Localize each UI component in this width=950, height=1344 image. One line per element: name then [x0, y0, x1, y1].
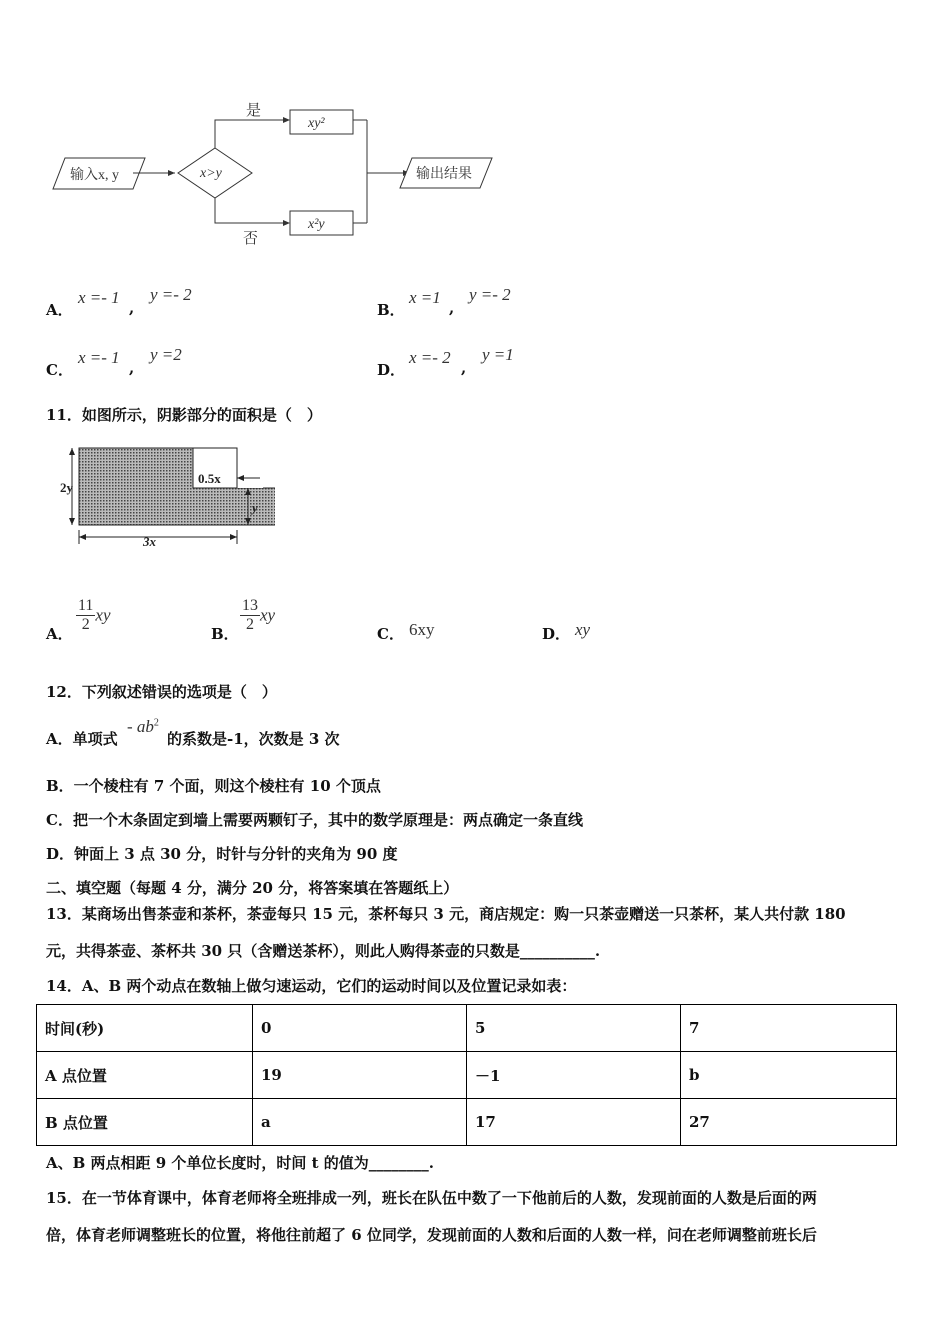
- table-cell: 19: [253, 1052, 467, 1099]
- q10-option-d-sep: ,: [461, 359, 467, 377]
- table-cell: A 点位置: [37, 1052, 253, 1099]
- table-row: [37, 1052, 897, 1099]
- table-cell: 时间(秒): [37, 1005, 253, 1052]
- q15-line2: 倍，体育老师调整班长的位置，将他往前超了 6 位同学，发现前面的人数和后面的人数一样，问在老师调整前班长后: [46, 1226, 817, 1244]
- q11-option-a-label: A．: [46, 625, 73, 643]
- q11-option-b-expr: [240, 597, 275, 634]
- table-cell: 17: [467, 1099, 681, 1146]
- section-fill-in-title: 二、填空题（每题 4 分，满分 20 分，将答案填在答题纸上）: [46, 879, 459, 897]
- q10-option-d-label: D．: [377, 361, 406, 379]
- q11-label-bottom: 3x: [143, 534, 156, 549]
- q10-option-a-sep: ,: [129, 299, 135, 317]
- flowchart-condition-text: x>y: [200, 166, 222, 181]
- q12-option-d: D．钟面上 3 点 30 分，时针与分针的夹角为 90 度: [46, 845, 398, 863]
- q12-option-a-math: [127, 717, 159, 737]
- q10-option-b-sep: ,: [449, 299, 455, 317]
- q13-line2: 元，共得茶壶、茶杯共 30 只（含赠送茶杯），则此人购得茶壶的只数是__________.: [46, 942, 601, 960]
- flowchart-yes-label: 是: [246, 103, 262, 119]
- table-cell: 5: [467, 1005, 681, 1052]
- q11-stem: 11．如图所示，阴影部分的面积是（ ）: [46, 406, 322, 424]
- q12-option-a-pre: A．单项式: [46, 730, 118, 748]
- table-cell: a: [253, 1099, 467, 1146]
- q11-option-d-expr: xy: [575, 620, 591, 639]
- flowchart-no-box-text: x²y: [308, 217, 325, 232]
- flowchart-output-text: 输出结果: [416, 167, 472, 182]
- q11-option-b-den: 2: [246, 616, 254, 633]
- flowchart-input-text: 输入x, y: [70, 168, 119, 183]
- table-cell: 7: [681, 1005, 897, 1052]
- table-cell: b: [681, 1052, 897, 1099]
- q11-option-a-expr: [76, 597, 111, 634]
- flowchart: [40, 95, 510, 255]
- q10-option-a-x: x =- 1: [78, 288, 120, 307]
- q11-option-a-var: xy: [95, 605, 111, 625]
- q13-line1: 13．某商场出售茶壶和茶杯，茶壶每只 15 元，茶杯每只 3 元，商店规定：购一只茶壶赠送一只茶杯，某人共付款 180: [46, 905, 846, 923]
- q12-option-a-exp: 2: [153, 717, 159, 729]
- q10-option-c-y: y =2: [150, 345, 182, 364]
- q11-label-left: 2y: [60, 480, 73, 495]
- q12-option-a-post: 的系数是-1，次数是 3 次: [167, 730, 340, 748]
- q10-option-a-y: y =- 2: [150, 285, 192, 304]
- table-row: [37, 1099, 897, 1146]
- q14-stem: 14．A、B 两个动点在数轴上做匀速运动，它们的运动时间以及位置记录如表：: [46, 977, 577, 995]
- q12-stem: 12．下列叙述错误的选项是（ ）: [46, 683, 277, 701]
- table-row: [37, 1005, 897, 1052]
- q11-option-b-label: B．: [211, 625, 239, 643]
- q11-option-c-label: C．: [377, 625, 404, 643]
- q11-option-b-var: xy: [260, 605, 276, 625]
- table-cell: 0: [253, 1005, 467, 1052]
- q11-option-b-num: 13: [242, 597, 258, 614]
- q14-table: [36, 1004, 897, 1146]
- q10-option-b-y: y =- 2: [469, 285, 511, 304]
- q12-option-c: C．把一个木条固定到墙上需要两颗钉子，其中的数学原理是：两点确定一条直线: [46, 811, 583, 829]
- q11-label-right: y: [252, 500, 258, 515]
- q11-label-top: 0.5x: [198, 471, 221, 486]
- q11-option-a-num: 11: [78, 597, 94, 614]
- q11-figure: [55, 440, 275, 555]
- q10-option-c-x: x =- 1: [78, 348, 120, 367]
- q10-option-b-label: B．: [377, 301, 405, 319]
- q10-option-b-x: x =1: [409, 288, 441, 307]
- q11-option-c-expr: 6xy: [409, 620, 435, 639]
- q15-line1: 15．在一节体育课中，体育老师将全班排成一列，班长在队伍中数了一下他前后的人数，发现前面的人数是后面的两: [46, 1189, 817, 1207]
- q12-option-b: B．一个棱柱有 7 个面，则这个棱柱有 10 个顶点: [46, 777, 381, 795]
- q10-option-a-label: A．: [46, 301, 73, 319]
- q11-option-a-den: 2: [81, 616, 90, 633]
- flowchart-no-label: 否: [243, 231, 259, 247]
- q10-option-d-x: x =- 2: [409, 348, 451, 367]
- q14-question: A、B 两点相距 9 个单位长度时，时间 t 的值为________.: [46, 1154, 435, 1172]
- q11-option-d-label: D．: [542, 625, 571, 643]
- table-cell: B 点位置: [37, 1099, 253, 1146]
- q10-option-c-sep: ,: [129, 359, 135, 377]
- q12-option-a-mono: - ab: [127, 717, 154, 736]
- table-cell: 27: [681, 1099, 897, 1146]
- table-cell: －1: [467, 1052, 681, 1099]
- q10-option-c-label: C．: [46, 361, 73, 379]
- flowchart-yes-box-text: xy²: [308, 116, 325, 131]
- q10-option-d-y: y =1: [482, 345, 514, 364]
